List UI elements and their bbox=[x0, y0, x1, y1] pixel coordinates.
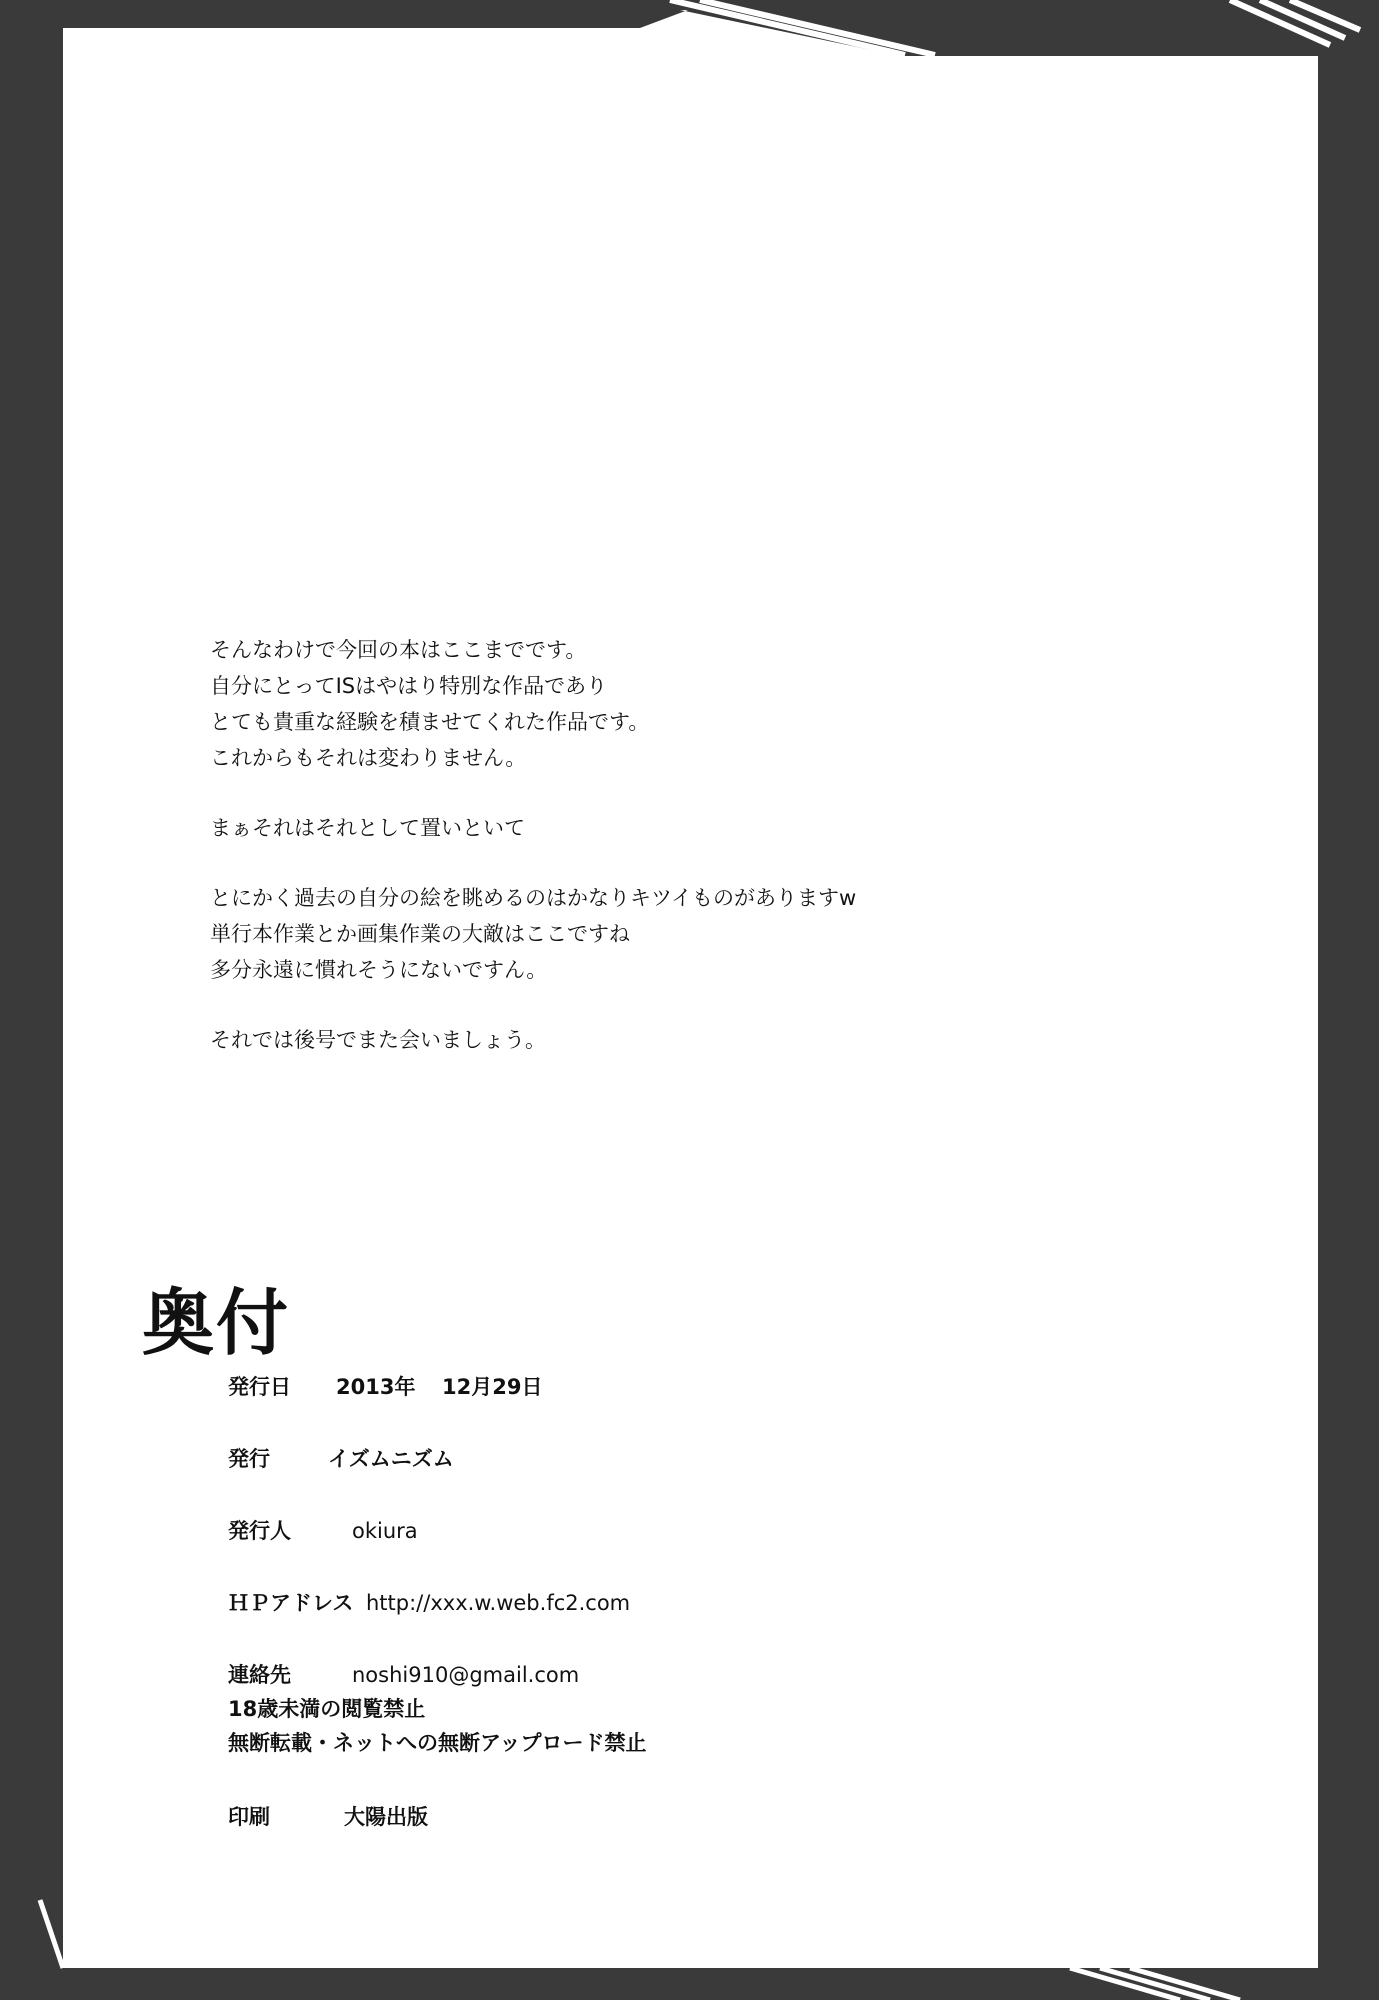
reprint-prohibition-notice: 無断転載・ネットへの無断アップロード禁止 bbox=[228, 1731, 647, 1755]
age-restriction-notice: 18歳未満の閲覧禁止 bbox=[228, 1697, 426, 1721]
afterword-paragraph bbox=[210, 632, 970, 776]
publisher-name: イズムニズム bbox=[328, 1447, 454, 1471]
homepage-url: http://xxx.w.web.fc2.com bbox=[366, 1591, 631, 1615]
colophon-title: 奥付 bbox=[142, 1281, 291, 1365]
afterword-line: まぁそれはそれとして置いといて bbox=[210, 816, 525, 840]
printer-label: 印刷 bbox=[228, 1805, 270, 1829]
afterword-line: 単行本作業とか画集作業の大敵はここですね bbox=[210, 922, 630, 946]
afterword-line: それでは後号でまた会いましょう。 bbox=[210, 1028, 546, 1052]
afterword-paragraph bbox=[210, 880, 970, 988]
issuer-name: okiura bbox=[352, 1519, 418, 1543]
printer-name: 大陽出版 bbox=[344, 1805, 428, 1829]
afterword-line: そんなわけで今回の本はここまでです。 bbox=[210, 638, 587, 662]
afterword-line: とても貴重な経験を積ませてくれた作品です。 bbox=[210, 710, 650, 734]
issuer-label: 発行人 bbox=[228, 1519, 291, 1543]
contact-email: noshi910@gmail.com bbox=[352, 1663, 580, 1687]
afterword-line: 多分永遠に慣れそうにないですん。 bbox=[210, 958, 548, 982]
contact-label: 連絡先 bbox=[228, 1663, 291, 1687]
afterword-paragraph bbox=[210, 810, 970, 846]
issue-date-day: 12月29日 bbox=[442, 1375, 543, 1399]
afterword-line: とにかく過去の自分の絵を眺めるのはかなりキツイものがありますw bbox=[210, 886, 857, 910]
afterword-line: これからもそれは変わりません。 bbox=[210, 746, 527, 770]
publisher-label: 発行 bbox=[228, 1447, 270, 1471]
afterword-text bbox=[210, 632, 970, 1092]
afterword-paragraph bbox=[210, 1022, 970, 1058]
homepage-label: ＨＰアドレス bbox=[228, 1591, 354, 1615]
issue-date-label: 発行日 bbox=[228, 1375, 291, 1399]
issue-date-year: 2013年 bbox=[336, 1375, 416, 1399]
afterword-line: 自分にとってISはやはり特別な作品であり bbox=[210, 674, 608, 698]
